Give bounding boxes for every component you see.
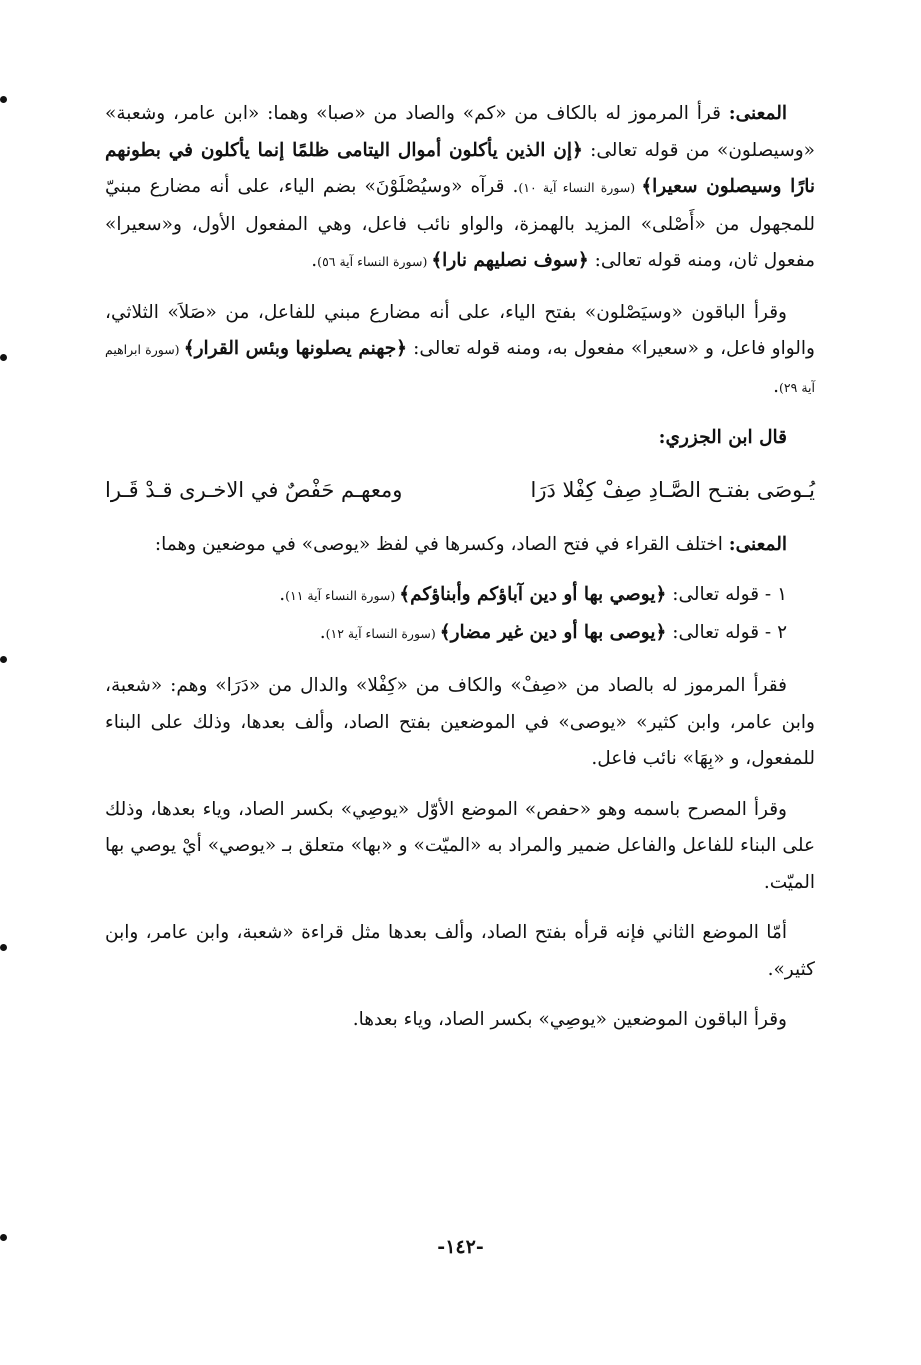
text-run: اختلف القراء في فتح الصاد، وكسرها في لفظ «يوصى» في موضعين وهما: xyxy=(154,533,729,555)
surah-reference: (سورة النساء آية ٥٦) xyxy=(317,254,432,269)
list-item xyxy=(105,577,815,615)
surah-reference: (سورة النساء آية ١٠) xyxy=(518,180,642,195)
paragraph-meaning-1 xyxy=(105,96,815,281)
verse-first-hemistich: يُـوصَى بفتـح الصَّـادِ صِفْ كِفْلا دَرَا xyxy=(530,477,815,502)
binding-hole-mark xyxy=(0,1234,7,1241)
text-run: وقرأ الباقون «وسيَصْلون» بفتح الياء، على أنه مضارع مبني للفاعل، من «صَلاَ» الثلاثي، والواو فاعل، و «سعيرا» مفعول به، ومنه قوله تعالى: xyxy=(105,301,815,359)
quran-quote: ﴿يوصى بها أو دين غير مضار﴾ xyxy=(439,621,667,643)
binding-hole-mark xyxy=(0,96,7,103)
list-item xyxy=(105,615,815,653)
surah-reference: (سورة النساء آية ١١) xyxy=(285,588,400,603)
paragraph-remaining: وقرأ الباقون الموضعين «يوصِي» بكسر الصاد، وياء بعدها. xyxy=(352,1009,787,1030)
surah-reference: (سورة ابراهيم آية ٢٩) xyxy=(105,342,815,395)
paragraph-first-group: فقرأ المرموز له بالصاد من «صِفْ» والكاف من «كِفْلا» والدال من «دَرَا» وهم: «شعبة، وابن عامر، وابن كثير» «يوصى» في الموضعين بفتح الصاد، وألف بعدها، وذلك على البناء للمفعول، و «بِهَا» نائب فاعل. xyxy=(105,675,815,769)
text-run: . xyxy=(773,375,780,397)
binding-hole-mark xyxy=(0,656,7,663)
meaning-label: المعنى: xyxy=(728,533,787,555)
text-run: قوله تعالى: xyxy=(666,621,760,643)
poem-verse xyxy=(105,469,815,511)
quran-quote: ﴿إن الذين يأكلون أموال اليتامى ظلمًا إنما يأكلون في بطونهم نارًا وسيصلون سعيرا﴾ xyxy=(105,139,815,197)
meaning-label: المعنى: xyxy=(728,103,787,124)
quran-quote: ﴿يوصي بها أو دين آباؤكم وأبناؤكم﴾ xyxy=(399,584,667,605)
text-run: قرأ المرموز له بالكاف من «كم» والصاد من «صبا» وهما: «ابن عامر، وشعبة» «وسيصلون» من قوله تعالى: xyxy=(105,103,815,161)
quran-quote: ﴿جهنم يصلونها وبئس القرار﴾ xyxy=(183,338,408,359)
numbered-list xyxy=(105,577,815,652)
section-heading: قال ابن الجزري: xyxy=(658,427,787,448)
text-run: قوله تعالى: xyxy=(666,584,760,605)
binding-hole-mark xyxy=(0,354,7,361)
paragraph-meaning-2 xyxy=(105,527,815,564)
text-run: . xyxy=(311,250,318,271)
quran-quote: ﴿سوف نصليهم نارا﴾ xyxy=(431,250,589,271)
surah-reference: (سورة النساء آية ١٢) xyxy=(325,625,440,641)
verse-second-hemistich: ومعهـم حَفْصٌ في الاخـرى قـدْ قَـرا xyxy=(105,477,403,502)
paragraph-others-reading xyxy=(105,295,815,407)
item-number: ١ - xyxy=(759,584,787,605)
page-number: -١٤٢- xyxy=(437,1236,484,1258)
text-run: . xyxy=(319,621,326,643)
text-run: . xyxy=(279,584,286,605)
binding-hole-mark xyxy=(0,944,7,951)
item-number: ٢ - xyxy=(759,621,787,643)
paragraph-second-place: أمّا الموضع الثاني فإنه قرأه بفتح الصاد، وألف بعدها مثل قراءة «شعبة، وابن عامر، وابن كثير». xyxy=(105,922,815,980)
page-body xyxy=(105,96,815,1053)
paragraph-hafs: وقرأ المصرح باسمه وهو «حفص» الموضع الأوّل «يوصِي» بكسر الصاد، وياء بعدها، وذلك على البناء للفاعل والفاعل ضمير والمراد به «الميّت» و «بها» متعلق بـ «يوصي» أيْ يوصي بها الميّت. xyxy=(105,798,815,893)
text-run: . قرآه «وسيُصْلَوْنَ» بضم الياء، على أنه مضارع مبنيّ للمجهول من «أَصْلى» المزيد بالهمزة، والواو نائب فاعل، وهي المفعول الأول، و«سعيرا» مفعول ثان، ومنه قوله تعالى: xyxy=(105,176,815,271)
